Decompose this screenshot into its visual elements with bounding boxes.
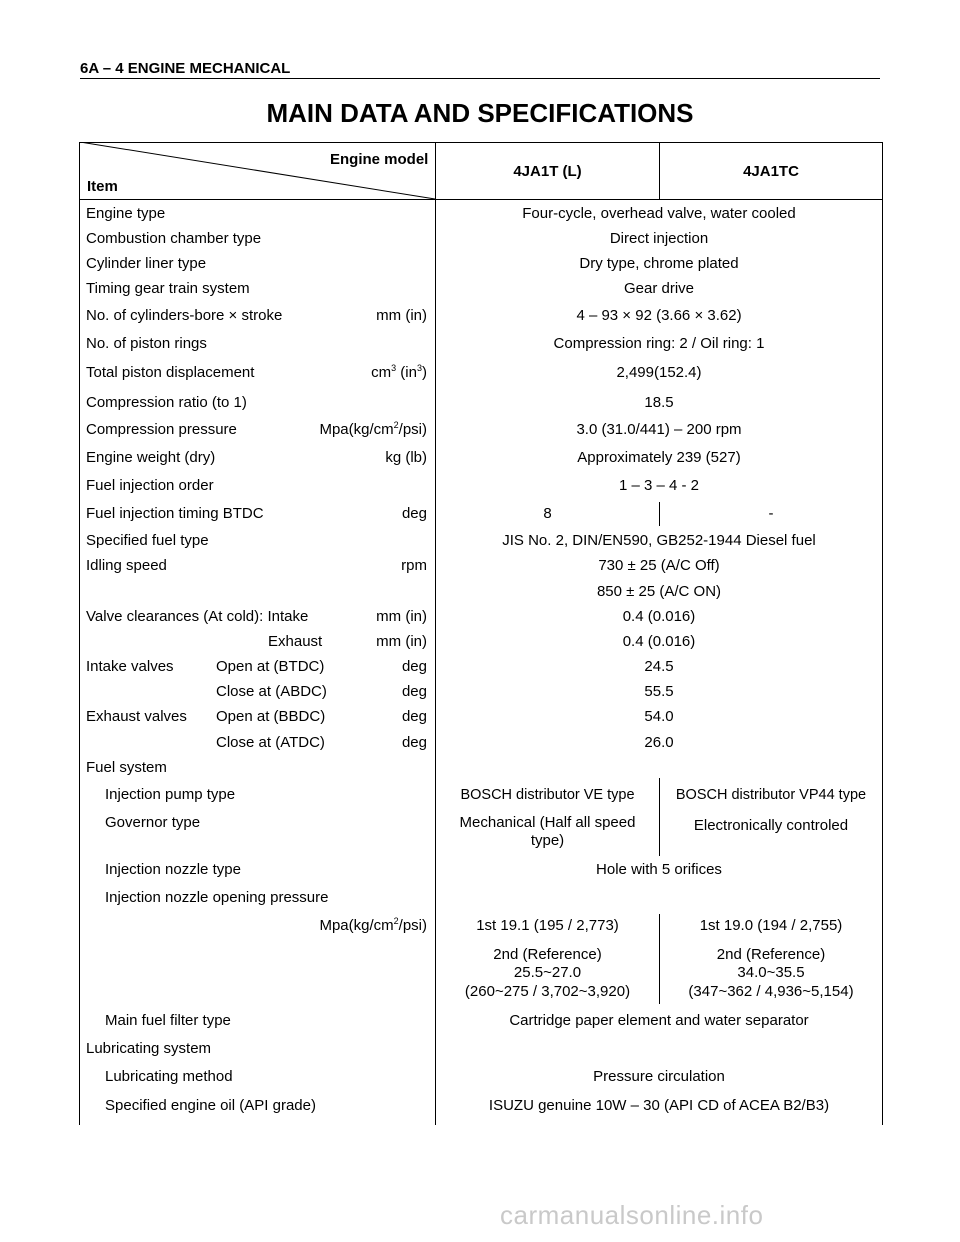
row-label: Engine type bbox=[86, 205, 166, 222]
row-unit: $Mpa(kg/cm^2/psi)$ bbox=[319, 916, 427, 934]
row-value-4ja1tc: 1st 19.0 (194 / 2,755) bbox=[699, 917, 843, 934]
row-value: 3.0 (31.0/441) – 200 rpm bbox=[576, 421, 742, 438]
section-label: Fuel system bbox=[86, 759, 167, 776]
row-label: Exhaust bbox=[268, 633, 323, 650]
row-unit: deg bbox=[401, 505, 427, 522]
row-value: 1 – 3 – 4 - 2 bbox=[618, 477, 700, 494]
model-4ja1tl: 4JA1T (L) bbox=[513, 163, 582, 180]
row-label: Compression ratio (to 1) bbox=[86, 394, 247, 411]
row-value: Four-cycle, overhead valve, water cooled bbox=[522, 205, 796, 222]
row-label: Cylinder liner type bbox=[86, 255, 207, 272]
row-value: ISUZU genuine 10W – 30 (API CD of ACEA B2/B3) bbox=[488, 1097, 830, 1114]
row-label: Specified engine oil (API grade) bbox=[105, 1097, 316, 1114]
item-label: Item bbox=[87, 178, 118, 195]
row-sublabel: Open at (BTDC) bbox=[216, 658, 325, 675]
row-label: Intake valves bbox=[86, 658, 174, 675]
row-value: 2,499(152.4) bbox=[616, 364, 702, 381]
row-sublabel: Close at (ATDC) bbox=[216, 734, 325, 751]
row-label: Specified fuel type bbox=[86, 532, 209, 549]
row-value: Hole with 5 orifices bbox=[596, 861, 722, 878]
row-label: Injection pump type bbox=[105, 786, 236, 803]
row-value: Cartridge paper element and water separator bbox=[509, 1012, 809, 1029]
row-value: 850 ± 25 (A/C ON) bbox=[596, 583, 722, 600]
row-unit: $Mpa(kg/cm^2/psi)$ bbox=[319, 420, 427, 438]
row-label: Lubricating method bbox=[105, 1068, 233, 1085]
row-label: Injection nozzle opening pressure bbox=[105, 889, 329, 906]
row-value: Pressure circulation bbox=[593, 1068, 725, 1085]
row-value-4ja1tl: 25.5~27.0 bbox=[513, 964, 582, 981]
row-value: 0.4 (0.016) bbox=[622, 608, 696, 625]
row-value: 26.0 bbox=[644, 734, 674, 751]
row-value-4ja1tl: 2nd (Reference) bbox=[493, 946, 602, 963]
row-value-4ja1tl: 8 bbox=[543, 505, 552, 522]
row-label: Engine weight (dry) bbox=[86, 449, 216, 466]
row-unit: kg (lb) bbox=[385, 449, 427, 466]
row-value-4ja1tl: 1st 19.1 (195 / 2,773) bbox=[476, 917, 619, 934]
row-value: 4 – 93 × 92 (3.66 × 3.62) bbox=[576, 307, 742, 324]
row-value: Direct injection bbox=[609, 230, 709, 247]
row-value: 54.0 bbox=[644, 708, 674, 725]
row-unit: $cm^3$ $(in^3)$ bbox=[371, 363, 427, 381]
row-label: Compression pressure bbox=[86, 421, 237, 438]
row-label: Total piston displacement bbox=[86, 364, 255, 381]
row-sublabel: Close at (ABDC) bbox=[216, 683, 327, 700]
page-title: MAIN DATA AND SPECIFICATIONS bbox=[266, 98, 694, 128]
row-value-4ja1tc: BOSCH distributor VP44 type bbox=[675, 787, 867, 803]
model-4ja1tc: 4JA1TC bbox=[743, 163, 799, 180]
row-label: No. of piston rings bbox=[86, 335, 207, 352]
row-unit: deg bbox=[401, 658, 427, 675]
row-value-4ja1tl: Mechanical (Half all speed type) bbox=[459, 814, 636, 849]
row-label: Valve clearances (At cold): Intake bbox=[86, 608, 309, 625]
row-unit: deg bbox=[401, 708, 427, 725]
row-value-4ja1tc: 34.0~35.5 bbox=[737, 964, 805, 981]
row-unit: mm (in) bbox=[376, 307, 427, 324]
row-value: Gear drive bbox=[623, 280, 695, 297]
row-value: 24.5 bbox=[644, 658, 674, 675]
engine-model-label: Engine model bbox=[330, 151, 429, 168]
row-value: Approximately 239 (527) bbox=[577, 449, 741, 466]
row-value: 55.5 bbox=[644, 683, 674, 700]
row-label: Timing gear train system bbox=[86, 280, 250, 297]
row-unit: mm (in) bbox=[376, 608, 427, 625]
row-label: Governor type bbox=[105, 814, 201, 831]
row-value: 18.5 bbox=[644, 394, 674, 411]
section-label: Lubricating system bbox=[86, 1040, 212, 1057]
row-value-4ja1tc: 2nd (Reference) bbox=[716, 946, 826, 963]
table-header-border bbox=[80, 199, 882, 200]
row-sublabel: Open at (BBDC) bbox=[216, 708, 326, 725]
row-unit: rpm bbox=[401, 557, 427, 574]
row-label: Injection nozzle type bbox=[105, 861, 241, 878]
watermark: carmanualsonline.info bbox=[500, 1200, 764, 1230]
row-value-4ja1tl: BOSCH distributor VE type bbox=[460, 787, 635, 803]
row-label: Exhaust valves bbox=[86, 708, 187, 725]
page-header: 6A – 4 ENGINE MECHANICAL bbox=[80, 60, 291, 77]
row-unit: mm (in) bbox=[376, 633, 427, 650]
header-rule bbox=[80, 78, 880, 79]
row-unit: deg bbox=[401, 683, 427, 700]
row-value: Dry type, chrome plated bbox=[579, 255, 739, 272]
row-value-4ja1tc: Electronically controled bbox=[693, 817, 849, 834]
row-value: 0.4 (0.016) bbox=[622, 633, 696, 650]
row-value-4ja1tc: - bbox=[768, 505, 774, 522]
row-value: JIS No. 2, DIN/EN590, GB252-1944 Diesel fuel bbox=[502, 532, 816, 549]
row-label: Combustion chamber type bbox=[86, 230, 262, 247]
spec-table bbox=[79, 142, 883, 1125]
row-label: Fuel injection timing BTDC bbox=[86, 505, 264, 522]
row-label: Main fuel filter type bbox=[105, 1012, 231, 1029]
row-value: 730 ± 25 (A/C Off) bbox=[598, 557, 720, 574]
row-label: Fuel injection order bbox=[86, 477, 214, 494]
row-label: No. of cylinders-bore × stroke bbox=[86, 307, 283, 324]
row-value-4ja1tc: (347~362 / 4,936~5,154) bbox=[688, 983, 854, 1000]
row-value: Compression ring: 2 / Oil ring: 1 bbox=[553, 335, 765, 352]
row-value-4ja1tl: (260~275 / 3,702~3,920) bbox=[464, 983, 631, 1000]
row-label: Idling speed bbox=[86, 557, 167, 574]
row-unit: deg bbox=[401, 734, 427, 751]
